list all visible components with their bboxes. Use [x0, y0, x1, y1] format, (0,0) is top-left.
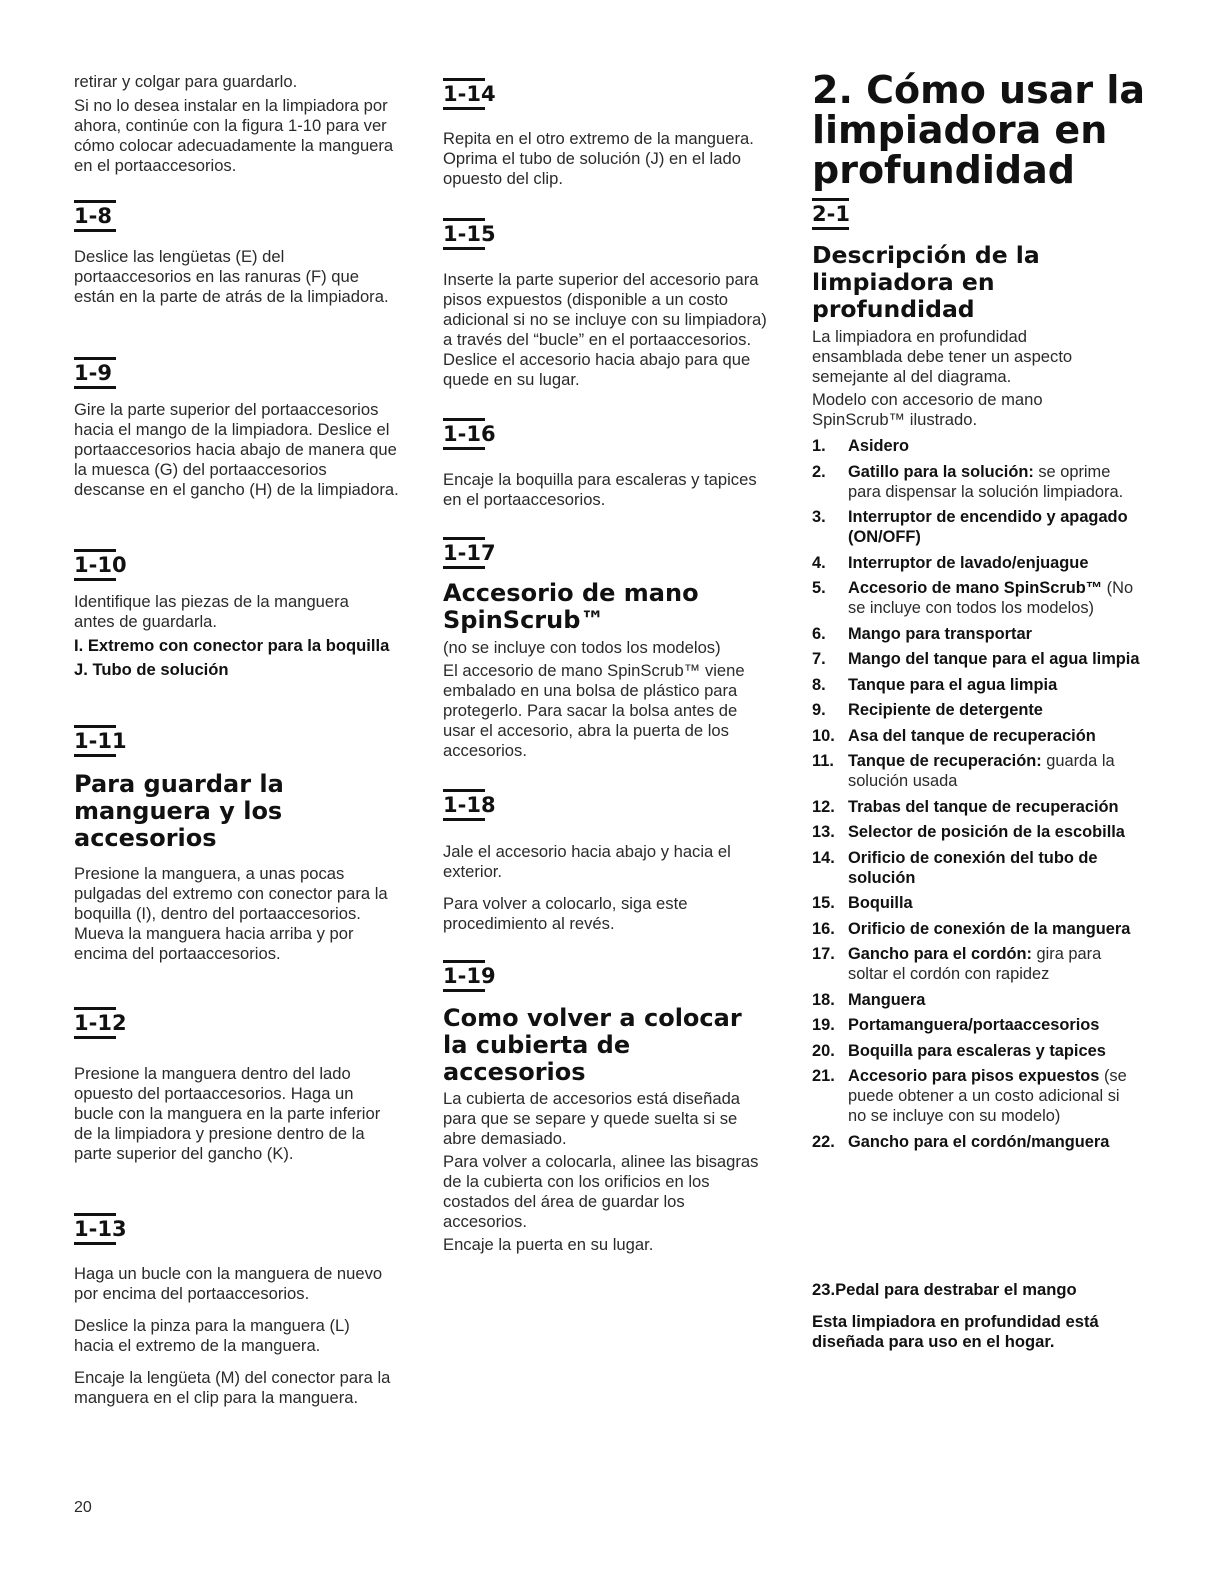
step-1-15-label: 1-15	[443, 218, 485, 250]
parts-list-item	[812, 436, 1142, 456]
parts-list-item	[812, 675, 1142, 695]
parts-list-item	[812, 507, 1142, 547]
step-1-8-label: 1-8	[74, 200, 116, 232]
item-title: Tanque para el agua limpia	[848, 675, 1058, 694]
parts-list-item-23: 23.Pedal para destrabar el mango	[812, 1280, 1077, 1299]
item-number: 11.	[812, 752, 834, 770]
item-title: Orificio de conexión de la manguera	[848, 919, 1131, 938]
step-1-19-text-2: Para volver a colocarla, alinee las bisagras de la cubierta con los orificios en los costados del área de guardar los accesorios.	[443, 1152, 759, 1231]
step-1-12-text: Presione la manguera dentro del lado opuesto del portaaccesorios. Haga un bucle con la manguera en la parte inferior de la limpiadora y presione dentro de la parte superior del gancho (K).	[74, 1064, 381, 1163]
spinscrub-heading: Accesorio de mano SpinScrub™	[443, 579, 699, 634]
step-1-10-label: 1-10	[74, 549, 116, 581]
step-1-10-text: Identifique las piezas de la manguera antes de guardarla.	[74, 592, 349, 631]
parts-list-item	[812, 700, 1142, 720]
step-1-12-label: 1-12	[74, 1007, 116, 1039]
spinscrub-text: El accesorio de mano SpinScrub™ viene embalado en una bolsa de plástico para protegerlo. Para sacar la bolsa antes de usar el accesorio, abra la puerta de los accesorios.	[443, 661, 745, 760]
step-1-13-content	[74, 1264, 394, 1408]
step-1-18-text-2: Para volver a colocarlo, siga este procedimiento al revés.	[443, 894, 688, 933]
hose-part-j: J. Tubo de solución	[74, 660, 229, 679]
item-description: gira para soltar el cordón con rapidez	[848, 945, 1102, 983]
item-title: Manguera	[848, 990, 926, 1009]
step-1-13-text-3: Encaje la lengüeta (M) del conector para la manguera en el clip para la manguera.	[74, 1368, 391, 1407]
step-1-9-text: Gire la parte superior del portaaccesorios hacia el mango de la limpiadora. Deslice el portaaccesorios hacia abajo de manera que la muesca (G) del portaaccesorios descanse en el gancho (H) de la limpiadora.	[74, 400, 399, 499]
item-description: (No se incluye con todos los modelos)	[848, 579, 1134, 617]
parts-list-item	[812, 944, 1142, 984]
parts-list-item	[812, 1132, 1142, 1152]
parts-list-item	[812, 649, 1142, 669]
parts-list-item	[812, 1041, 1142, 1061]
step-1-19-label: 1-19	[443, 960, 485, 992]
step-1-19-content	[443, 1089, 773, 1255]
item-title: Asidero	[848, 437, 910, 455]
item-title: Orificio de conexión del tubo de solución	[848, 848, 1098, 887]
item-number: 21.	[812, 1067, 835, 1085]
item-title: Gancho para el cordón:	[848, 945, 1032, 963]
intro-text	[74, 72, 406, 176]
step-1-14-text: Repita en el otro extremo de la manguera. Oprima el tubo de solución (J) en el lado opuesto del clip.	[443, 129, 754, 188]
item-number: 17.	[812, 945, 835, 963]
item-number: 18.	[812, 990, 835, 1009]
parts-list-item	[812, 553, 1142, 573]
step-1-14-label: 1-14	[443, 78, 485, 110]
description-text-1: La limpiadora en profundidad ensamblada debe tener un aspecto semejante al del diagrama.	[812, 327, 1073, 386]
step-1-8-text: Deslice las lengüetas (E) del portaaccesorios en las ranuras (F) que están en la parte de atrás de la limpiadora.	[74, 247, 389, 306]
parts-list-item	[812, 822, 1142, 842]
item-title: Interruptor de encendido y apagado (ON/OFF)	[848, 508, 1128, 546]
item-description: guarda la solución usada	[848, 752, 1115, 790]
item-number: 2.	[812, 462, 826, 481]
item-number: 6.	[812, 624, 826, 643]
item-title: Interruptor de lavado/enjuague	[848, 553, 1089, 572]
item-title: Trabas del tanque de recuperación	[848, 797, 1119, 816]
item-title: Mango para transportar	[848, 624, 1032, 643]
step-1-19-text-3: Encaje la puerta en su lugar.	[443, 1235, 654, 1254]
item-title: Selector de posición de la escobilla	[848, 823, 1125, 841]
description-intro	[812, 327, 1112, 430]
item-title: Tanque de recuperación:	[848, 752, 1042, 770]
step-1-11-label: 1-11	[74, 725, 116, 757]
description-text-2: Modelo con accesorio de mano SpinScrub™ ilustrado.	[812, 390, 1043, 429]
storage-heading: Para guardar la manguera y los accesorios	[74, 770, 284, 852]
step-1-9-label: 1-9	[74, 357, 116, 389]
intro-line: retirar y colgar para guardarlo.	[74, 72, 298, 91]
item-number: 19.	[812, 1016, 835, 1034]
item-title: Portamanguera/portaaccesorios	[848, 1016, 1100, 1034]
item-number: 3.	[812, 508, 826, 526]
item-title: Accesorio para pisos expuestos	[848, 1067, 1100, 1085]
step-1-17-content	[443, 638, 773, 761]
item-number: 1.	[812, 437, 826, 455]
parts-list-item	[812, 624, 1142, 644]
parts-list-item	[812, 919, 1142, 939]
parts-list-item	[812, 1015, 1142, 1035]
hose-part-i: I. Extremo con conector para la boquilla	[74, 636, 390, 655]
parts-list-item	[812, 990, 1142, 1010]
item-title: Asa del tanque de recuperación	[848, 726, 1096, 745]
parts-list-item	[812, 726, 1142, 746]
item-number: 22.	[812, 1132, 835, 1151]
item-number: 4.	[812, 553, 826, 572]
step-1-15-text: Inserte la parte superior del accesorio para pisos expuestos (disponible a un costo adicional si no se incluye con su limpiadora) a través del “bucle” en el portaaccesorios. Deslice el accesorio hacia abajo para que quede en su lugar.	[443, 270, 767, 389]
parts-list-item	[812, 848, 1142, 888]
intro-paragraph: Si no lo desea instalar en la limpiadora por ahora, continúe con la figura 1-10 para ver cómo colocar adecuadamente la manguera en el portaaccesorios.	[74, 96, 394, 175]
step-1-16-label: 1-16	[443, 418, 485, 450]
parts-list	[812, 436, 1142, 1157]
page-number: 20	[74, 1499, 92, 1516]
step-1-18-content	[443, 842, 763, 934]
item-description: se oprime para dispensar la solución limpiadora.	[848, 462, 1124, 501]
item-title: Accesorio de mano SpinScrub™	[848, 579, 1103, 597]
section-title: 2. Cómo usar la limpiadora en profundidad	[812, 68, 1145, 192]
item-title: Boquilla para escaleras y tapices	[848, 1041, 1106, 1060]
item-number: 8.	[812, 675, 826, 694]
spinscrub-note: (no se incluye con todos los modelos)	[443, 638, 721, 657]
item-title: Gancho para el cordón/manguera	[848, 1132, 1110, 1151]
step-1-11-text: Presione la manguera, a unas pocas pulgadas del extremo con conector para la boquilla (I), dentro del portaaccesorios. Mueva la manguera hacia arriba y por encima del portaaccesorios.	[74, 864, 388, 963]
item-title: Gatillo para la solución:	[848, 462, 1034, 481]
parts-list-item	[812, 797, 1142, 817]
parts-list-item	[812, 578, 1142, 618]
step-1-19-text-1: La cubierta de accesorios está diseñada para que se separe y quede suelta si se abre demasiado.	[443, 1089, 741, 1148]
home-use-note: Esta limpiadora en profundidad está diseñada para uso en el hogar.	[812, 1312, 1099, 1351]
item-number: 15.	[812, 894, 835, 912]
cover-heading: Como volver a colocar la cubierta de accesorios	[443, 1004, 742, 1086]
step-1-10-content	[74, 592, 394, 680]
item-title: Mango del tanque para el agua limpia	[848, 650, 1140, 668]
item-number: 16.	[812, 919, 835, 938]
parts-list-item	[812, 462, 1142, 502]
step-1-13-text-1: Haga un bucle con la manguera de nuevo por encima del portaaccesorios.	[74, 1264, 383, 1303]
step-2-1-label: 2-1	[812, 198, 849, 230]
step-1-17-label: 1-17	[443, 537, 485, 569]
item-number: 5.	[812, 579, 826, 597]
description-heading: Descripción de la limpiadora en profundidad	[812, 241, 1040, 323]
item-number: 9.	[812, 701, 826, 719]
parts-list-item	[812, 751, 1142, 791]
step-1-13-text-2: Deslice la pinza para la manguera (L) hacia el extremo de la manguera.	[74, 1316, 350, 1355]
item-number: 10.	[812, 726, 835, 745]
item-title: Recipiente de detergente	[848, 701, 1043, 719]
item-number: 20.	[812, 1041, 835, 1060]
item-title: Boquilla	[848, 894, 913, 912]
item-number: 7.	[812, 650, 826, 668]
step-1-13-label: 1-13	[74, 1213, 116, 1245]
parts-list-item	[812, 893, 1142, 913]
parts-list-item	[812, 1066, 1142, 1126]
item-number: 12.	[812, 797, 835, 816]
step-1-18-text-1: Jale el accesorio hacia abajo y hacia el exterior.	[443, 842, 731, 881]
step-1-16-text: Encaje la boquilla para escaleras y tapices en el portaaccesorios.	[443, 470, 757, 509]
item-description: (se puede obtener a un costo adicional si no se incluye con su modelo)	[848, 1067, 1127, 1125]
item-number: 13.	[812, 823, 835, 841]
item-number: 14.	[812, 848, 835, 867]
step-1-18-label: 1-18	[443, 789, 485, 821]
